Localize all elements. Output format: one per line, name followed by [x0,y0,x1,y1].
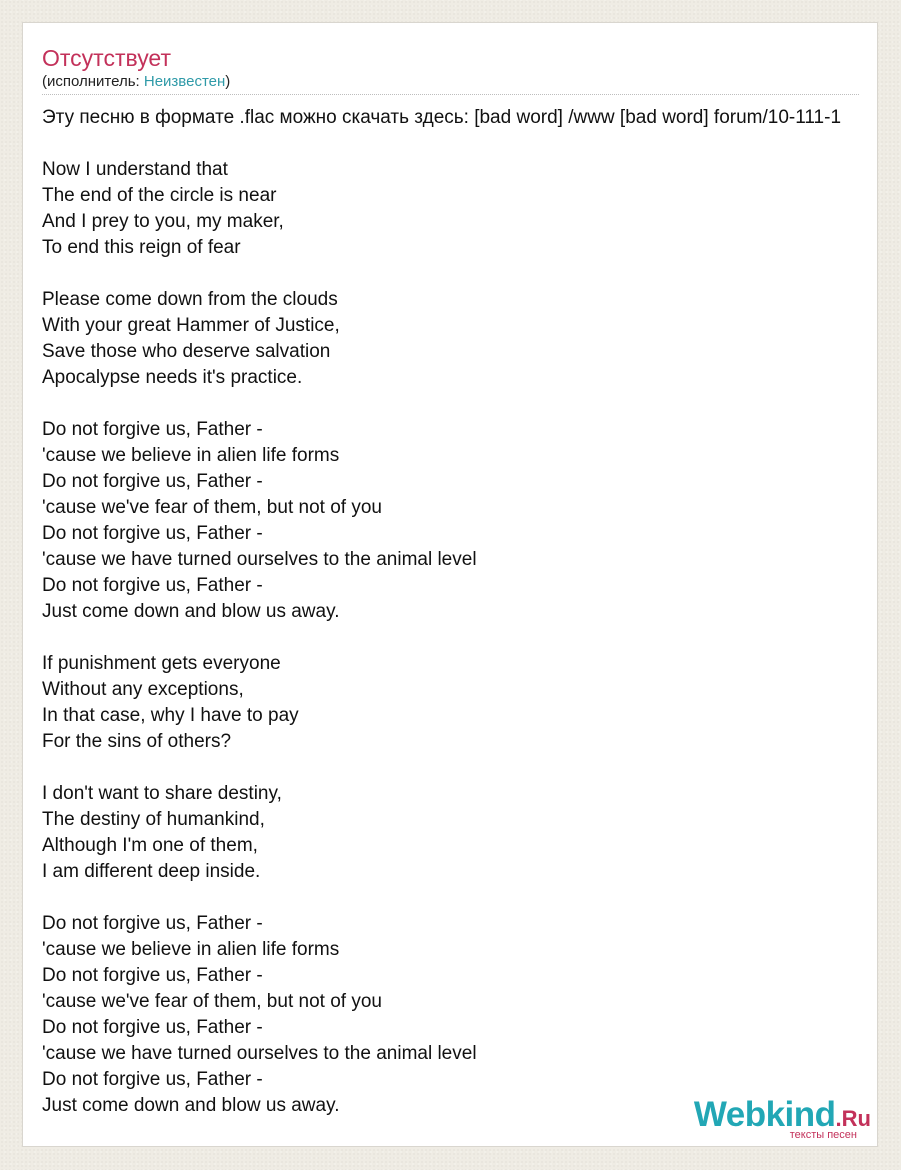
lyric-line: Do not forgive us, Father - [42,913,263,934]
lyric-line: Do not forgive us, Father - [42,965,263,986]
logo-tagline: тексты песен [789,1129,857,1141]
lyric-line: 'cause we've fear of them, but not of you [42,991,382,1012]
lyric-line: And I prey to you, my maker, [42,211,284,232]
lyric-line: 'cause we have turned ourselves to the animal level [42,549,477,570]
artist-link[interactable]: Неизвестен [143,73,226,90]
lyric-line: The end of the circle is near [42,185,277,206]
artist-prefix: (исполнитель: [42,73,144,90]
lyric-line: 'cause we've fear of them, but not of you [42,497,382,518]
lyric-line: I don't want to share destiny, [42,783,282,804]
artist-suffix: ) [225,73,231,90]
lyric-line: Do not forgive us, Father - [42,575,263,596]
artist-line [42,73,230,91]
site-logo[interactable] [694,1097,871,1141]
title-divider [42,94,859,95]
lyric-line: Just come down and blow us away. [42,1095,340,1116]
lyric-line: If punishment gets everyone [42,653,281,674]
lyrics-card [22,22,878,1147]
lyric-blank-line [42,885,877,911]
lyric-line: Now I understand that [42,159,228,180]
lyric-line: Without any exceptions, [42,679,244,700]
lyric-blank-line [42,391,877,417]
logo-name: Webkind [693,1095,836,1134]
lyric-line: Although I'm one of them, [42,835,258,856]
lyric-blank-line [42,625,877,651]
lyric-blank-line [42,131,877,157]
lyric-line: The destiny of humankind, [42,809,265,830]
lyric-line: I am different deep inside. [42,861,261,882]
song-title: Отсутствует [42,45,171,71]
lyric-blank-line [42,755,877,781]
lyric-line: 'cause we believe in alien life forms [42,939,340,960]
lyric-line: 'cause we believe in alien life forms [42,445,340,466]
lyric-line: Apocalypse needs it's practice. [42,367,303,388]
lyric-line: Do not forgive us, Father - [42,1069,263,1090]
lyric-line: Just come down and blow us away. [42,601,340,622]
lyric-line: Save those who deserve salvation [42,341,331,362]
lyric-line: Эту песню в формате .flac можно скачать здесь: [bad word] /www [bad word] forum/10-111-1 [42,107,842,128]
lyric-line: Please come down from the clouds [42,289,338,310]
lyric-line: Do not forgive us, Father - [42,419,263,440]
lyric-line: Do not forgive us, Father - [42,471,263,492]
lyric-line: With your great Hammer of Justice, [42,315,340,336]
lyric-line: Do not forgive us, Father - [42,523,263,544]
lyric-blank-line [42,261,877,287]
lyric-line: In that case, why I have to pay [42,705,299,726]
lyric-line: Do not forgive us, Father - [42,1017,263,1038]
lyric-line: 'cause we have turned ourselves to the animal level [42,1043,477,1064]
logo-tld: .Ru [835,1106,871,1131]
lyrics-text [42,105,877,1119]
lyric-line: For the sins of others? [42,731,232,752]
lyric-line: To end this reign of fear [42,237,241,258]
